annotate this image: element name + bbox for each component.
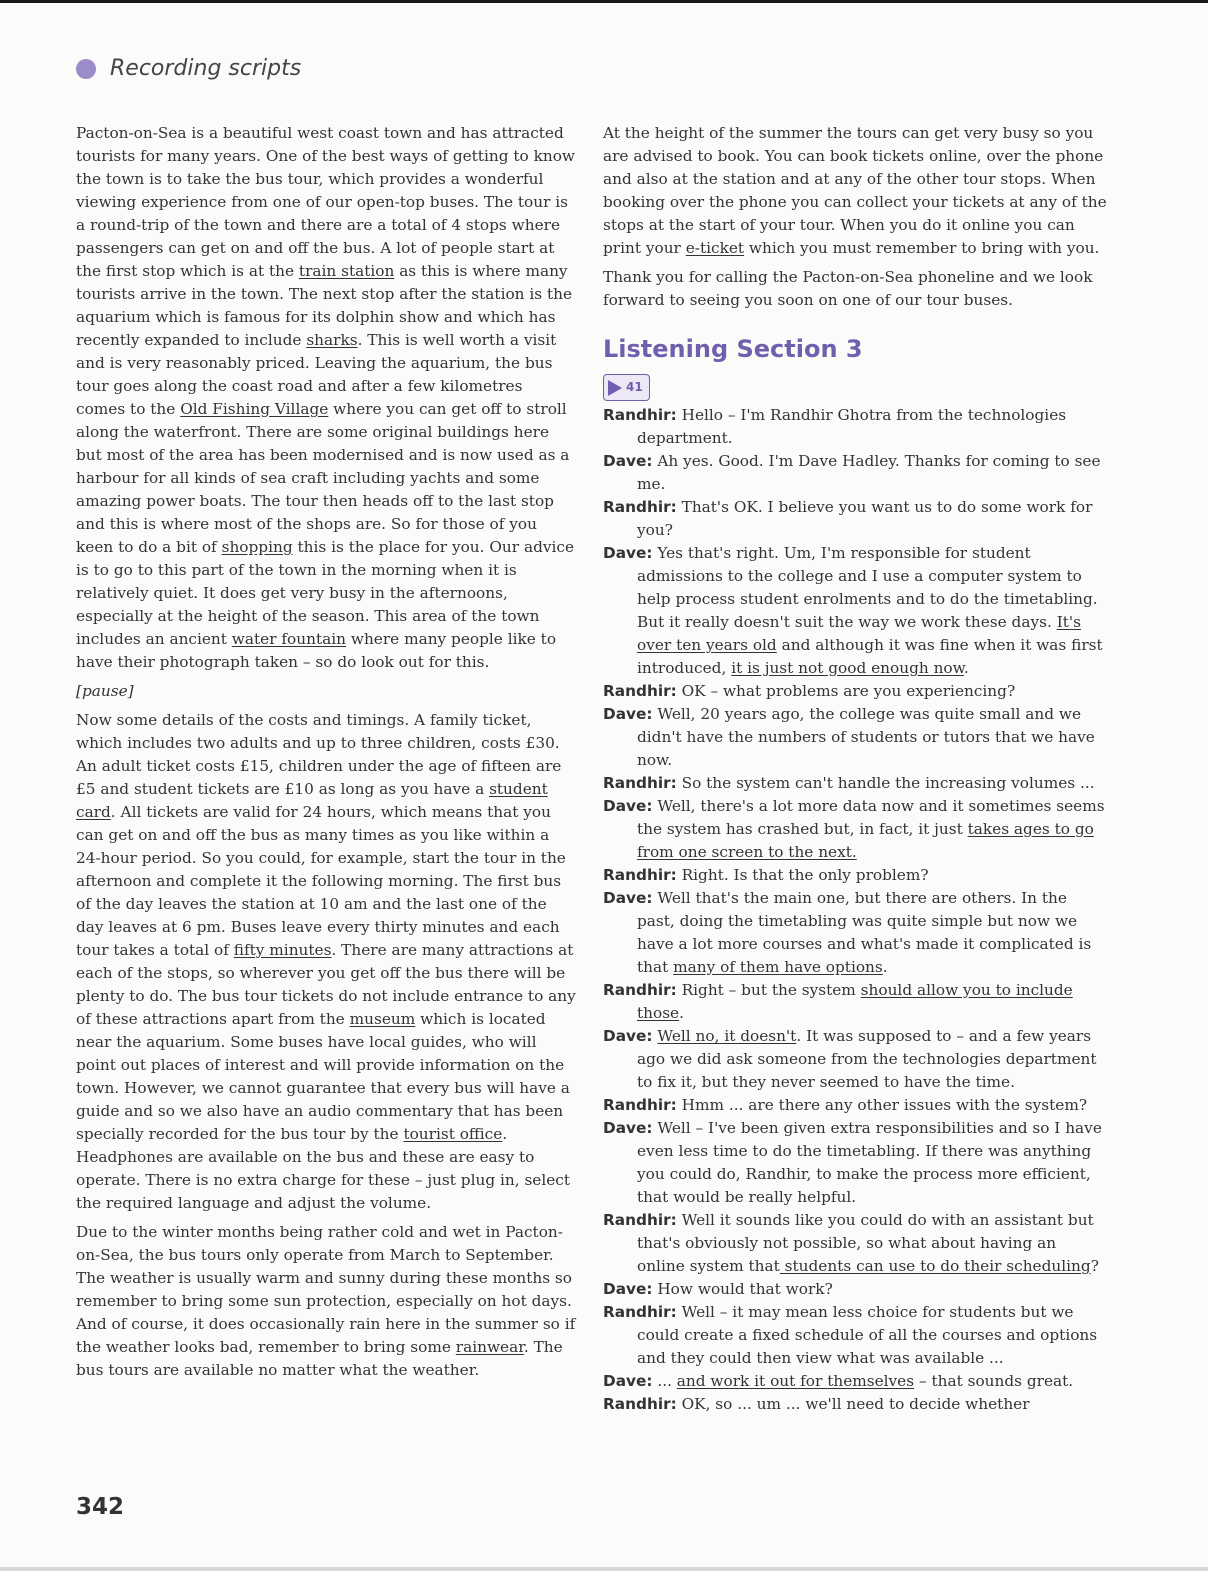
left-column bbox=[76, 122, 576, 1388]
bottom-rule bbox=[0, 1567, 1208, 1571]
dialogue-line: Randhir: OK – what problems are you experiencing? bbox=[603, 682, 1016, 700]
play-icon bbox=[608, 380, 622, 396]
paragraph-costs: Now some details of the costs and timings. A family ticket, which includes two adults and up to three children, costs £30. An adult ticket costs £15, children under the age of fifteen are £5 and student tickets are £10 as long as you have a student card. All tickets are valid for 24 hours, which means that you can get on and off the bus as many times as you like within a 24-hour period. So you could, for example, start the tour in the afternoon and complete it the following morning. The first bus of the day leaves the station at 10 am and the last one of the day leaves at 6 pm. Buses leave every thirty minutes and each tour takes a total of fifty minutes. There are many attractions at each of the stops, so wherever you get off the bus there will be plenty to do. The bus tour tickets do not include entrance to any of these attractions apart from the museum which is located near the aquarium. Some buses have local guides, who will point out places of interest and will provide information on the town. However, we cannot guarantee that every bus will have a guide and so we also have an audio commentary that has been specially recorded for the bus tour by the tourist office. Headphones are available on the bus and these are easy to operate. There is no extra charge for these – just plug in, select the required language and adjust the volume. bbox=[76, 711, 576, 1212]
paragraph-season: Due to the winter months being rather cold and wet in Pacton-on-Sea, the bus tours only operate from March to September. The weather is usually warm and sunny during these months so remember to bring some sun protection, especially on hot days. And of course, it does occasionally rain here in the summer so if the weather looks bad, remember to bring some rainwear. The bus tours are available no matter what the weather. bbox=[76, 1223, 576, 1379]
track-number: 41 bbox=[626, 380, 643, 394]
dialogue-line: Dave: Well that's the main one, but there are others. In the past, doing the timetabling was quite simple but now we have a lot more courses and what's made it complicated is that many of them have options. bbox=[603, 889, 1092, 976]
dialogue-line: Randhir: That's OK. I believe you want us to do some work for you? bbox=[603, 498, 1093, 539]
paragraph-booking: At the height of the summer the tours can get very busy so you are advised to book. You can book tickets online, over the phone and also at the station and at any of the other tour stops. When booking over the phone you can collect your tickets at any of the stops at the start of your tour. When you do it online you can print your e-ticket which you must remember to bring with you. bbox=[603, 124, 1107, 257]
dialogue-line: Randhir: So the system can't handle the increasing volumes ... bbox=[603, 774, 1095, 792]
dialogue-line: Dave: Ah yes. Good. I'm Dave Hadley. Thanks for coming to see me. bbox=[603, 452, 1101, 493]
bullet-dot-icon bbox=[76, 59, 96, 79]
dialogue-line: Randhir: Well – it may mean less choice for students but we could create a fixed schedule of all the courses and options and they could then view what was available ... bbox=[603, 1303, 1098, 1367]
dialogue-line: Randhir: Hello – I'm Randhir Ghotra from the technologies department. bbox=[603, 406, 1067, 447]
dialogue-line: Dave: How would that work? bbox=[603, 1280, 833, 1298]
dialogue-line: Randhir: Well it sounds like you could do with an assistant but that's obviously not possible, so what about having an online system that students can use to do their scheduling? bbox=[603, 1211, 1099, 1275]
dialogue-line: Randhir: OK, so ... um ... we'll need to decide whether bbox=[603, 1395, 1030, 1413]
paragraph-tour-route: Pacton-on-Sea is a beautiful west coast town and has attracted tourists for many years. One of the best ways of getting to know the town is to take the bus tour, which provides a wonderful viewing experience from one of our open-top buses. The tour is a round-trip of the town and there are a total of 4 stops where passengers can get on and off the bus. A lot of people start at the first stop which is at the train station as this is where many tourists arrive in the town. The next stop after the station is the aquarium which is famous for its dolphin show and which has recently expanded to include sharks. This is well worth a visit and is very reasonably priced. Leaving the aquarium, the bus tour goes along the coast road and after a few kilometres comes to the Old Fishing Village where you can get off to stroll along the waterfront. There are some original buildings here but most of the area has been modernised and is now used as a harbour for all kinds of sea craft including yachts and some amazing power boats. The tour then heads off to the last stop and this is where most of the shops are. So for those of you keen to do a bit of shopping this is the place for you. Our advice is to go to this part of the town in the morning when it is relatively quiet. It does get very busy in the afternoons, especially at the height of the season. This area of the town includes an ancient water fountain where many people like to have their photograph taken – so do look out for this. bbox=[76, 124, 575, 671]
page-header bbox=[76, 56, 301, 81]
top-rule bbox=[0, 0, 1208, 3]
right-column bbox=[603, 122, 1108, 1416]
section-heading: Listening Section 3 bbox=[603, 335, 863, 363]
dialogue-line: Dave: Well, 20 years ago, the college was quite small and we didn't have the numbers of students or tutors that we have now. bbox=[603, 705, 1095, 769]
dialogue-line: Dave: Yes that's right. Um, I'm responsible for student admissions to the college and I use a computer system to help process student enrolments and to do the timetabling. But it really doesn't suit the way we work these days. It's over ten years old and although it was fine when it was first introduced, it is just not good enough now. bbox=[603, 544, 1103, 677]
section-title: Recording scripts bbox=[110, 56, 302, 81]
audio-track-badge[interactable] bbox=[603, 374, 650, 401]
dialogue-line: Randhir: Hmm ... are there any other issues with the system? bbox=[603, 1096, 1088, 1114]
pause-marker: [pause] bbox=[76, 682, 134, 700]
paragraph-closing: Thank you for calling the Pacton-on-Sea phoneline and we look forward to seeing you soon on one of our tour buses. bbox=[603, 268, 1093, 309]
page-number: 342 bbox=[76, 1494, 125, 1520]
dialogue-line: Randhir: Right. Is that the only problem? bbox=[603, 866, 929, 884]
dialogue-line: Dave: ... and work it out for themselves – that sounds great. bbox=[603, 1372, 1074, 1390]
dialogue-line: Dave: Well no, it doesn't. It was supposed to – and a few years ago we did ask someone from the technologies department to fix it, but they never seemed to have the time. bbox=[603, 1027, 1097, 1091]
dialogue-line: Dave: Well – I've been given extra responsibilities and so I have even less time to do the timetabling. If there was anything you could do, Randhir, to make the process more efficient, that would be really helpful. bbox=[603, 1119, 1102, 1206]
dialogue-line: Randhir: Right – but the system should allow you to include those. bbox=[603, 981, 1073, 1022]
dialogue-line: Dave: Well, there's a lot more data now and it sometimes seems the system has crashed but, in fact, it just takes ages to go from one screen to the next. bbox=[603, 797, 1105, 861]
